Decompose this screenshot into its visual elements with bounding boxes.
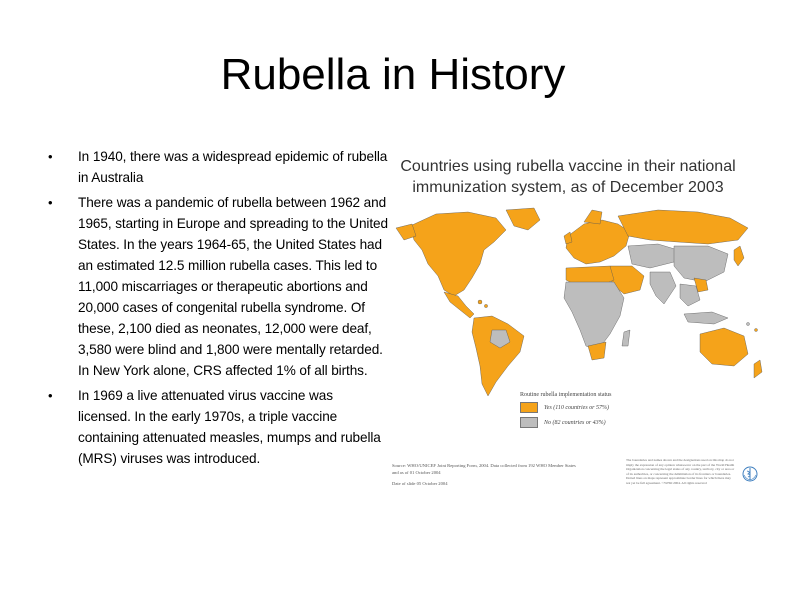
map-japan [734, 246, 744, 266]
map-title-line-2: immunization system, as of December 2003 [412, 179, 724, 196]
map-disclaimer: The boundaries and names shown and the designations used on this map do not imply the expression of any opinion whatsoever on the part of the World Health Organization concerning the legal status of any country, territory, city or area or of its authorities, or concerning the delimitation of its frontiers or boundaries. Dotted lines on maps represent approximate border lines for which there may not yet be full agreement. ©WHO 2004. All rights reserved [626, 458, 735, 485]
who-emblem-icon [742, 466, 758, 482]
map-china [674, 246, 728, 282]
map-greenland [506, 208, 540, 230]
map-alaska [396, 224, 416, 240]
map-central-america [444, 292, 474, 318]
map-pacific-island [747, 323, 750, 326]
legend-label-no: No (82 countries or 43%) [544, 419, 606, 426]
source-line-1: Source: WHO/UNICEF Joint Reporting Form, 2004. Data collected from 192 WHO Member States [392, 463, 576, 468]
bullet-text: There was a pandemic of rubella between 1962 and 1965, starting in Europe and spreading to the United States. In the years 1964-65, the United States had an estimated 12.5 million rubella cases. This led to 11,000 miscarriages or therapeutic abortions and 20,000 cases of congenital rubella syndrome. Of these, 2,100 died as neonates, 12,000 were deaf, 3,580 were blind and 1,800 were mentally retarded. In New York alone, CRS affected 1% of all births. [78, 195, 388, 378]
bullet-glyph: • [48, 195, 53, 210]
legend-swatch-no [520, 417, 538, 428]
map-source-note [392, 462, 622, 487]
map-south-america-yes [472, 316, 524, 396]
map-india [650, 272, 676, 304]
slide-title: Rubella in History [220, 50, 566, 99]
map-legend [520, 392, 650, 428]
bullet-list [48, 146, 388, 473]
map-title [388, 156, 748, 198]
map-pacific-island [755, 329, 758, 332]
legend-item-no [520, 417, 650, 428]
legend-label-yes: Yes (110 countries or 57%) [544, 404, 609, 411]
bullet-item [48, 146, 388, 188]
map-europe [566, 220, 630, 264]
legend-swatch-yes [520, 402, 538, 413]
source-line-3: Date of slide 05 October 2004 [392, 481, 448, 486]
bullet-text: In 1940, there was a widespread epidemic of rubella in Australia [78, 149, 388, 185]
bullet-text: In 1969 a live attenuated virus vaccine was licensed. In the early 1970s, a triple vaccine containing attenuated measles, mumps and rubella (MRS) viruses was introduced. [78, 388, 381, 466]
map-australia [700, 328, 748, 366]
vaccine-map-figure [388, 148, 770, 498]
map-scandinavia [584, 210, 602, 224]
source-line-2: and as of 01 October 2004 [392, 470, 441, 475]
map-new-zealand [754, 360, 762, 378]
map-caribbean [478, 300, 482, 304]
bullet-item [48, 192, 388, 381]
map-madagascar [622, 330, 630, 346]
map-central-asia [628, 244, 678, 268]
bullet-item [48, 385, 388, 469]
world-map [388, 206, 768, 406]
legend-item-yes [520, 402, 650, 413]
map-north-america [410, 212, 506, 296]
map-russia [618, 210, 748, 244]
legend-heading: Routine rubella implementation status [520, 392, 612, 398]
map-indonesia [684, 312, 728, 324]
map-africa-central [564, 282, 624, 350]
map-title-line-1: Countries using rubella vaccine in their national [400, 158, 736, 175]
map-caribbean [484, 304, 487, 307]
bullet-glyph: • [48, 149, 53, 164]
bullet-glyph: • [48, 388, 53, 403]
